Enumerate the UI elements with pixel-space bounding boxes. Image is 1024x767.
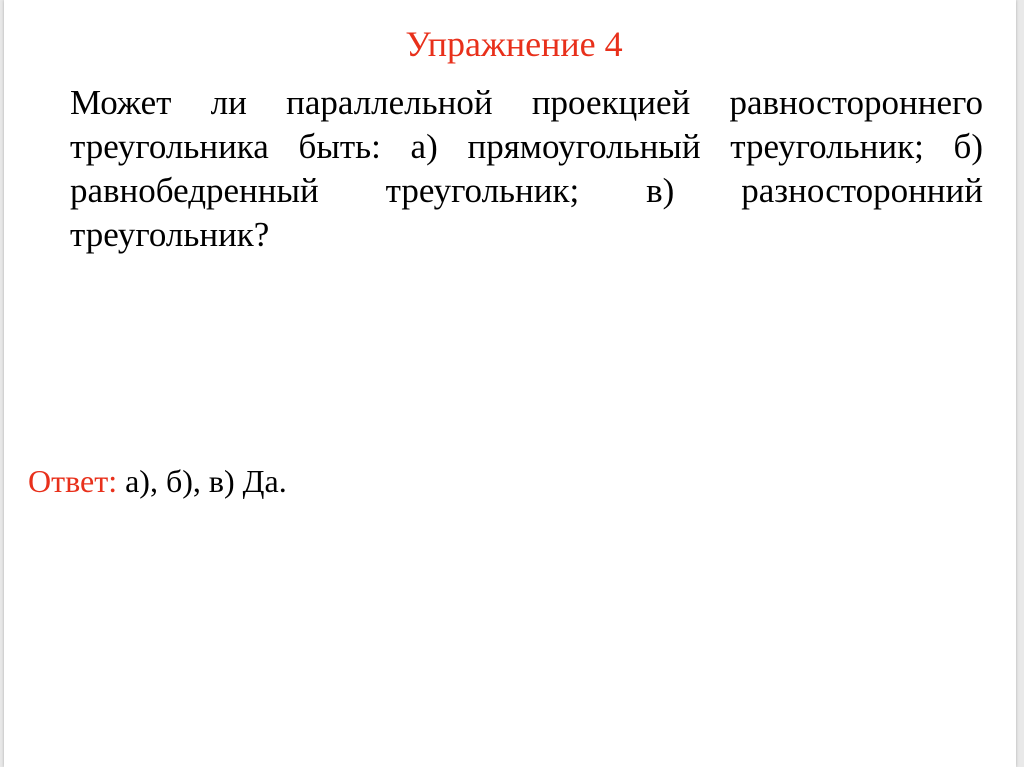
slide: [4, 0, 1016, 767]
answer-text: а), б), в) Да.: [117, 463, 287, 499]
answer-line: [28, 459, 287, 503]
slide-title: Упражнение 4: [405, 24, 623, 64]
answer-label: Ответ:: [28, 463, 118, 499]
exercise-question: Может ли параллельной проекцией равностороннего треугольника быть: а) прямоугольный треугольник; б) равнобедренный треугольник; в) разносторонний треугольник?: [70, 83, 983, 254]
